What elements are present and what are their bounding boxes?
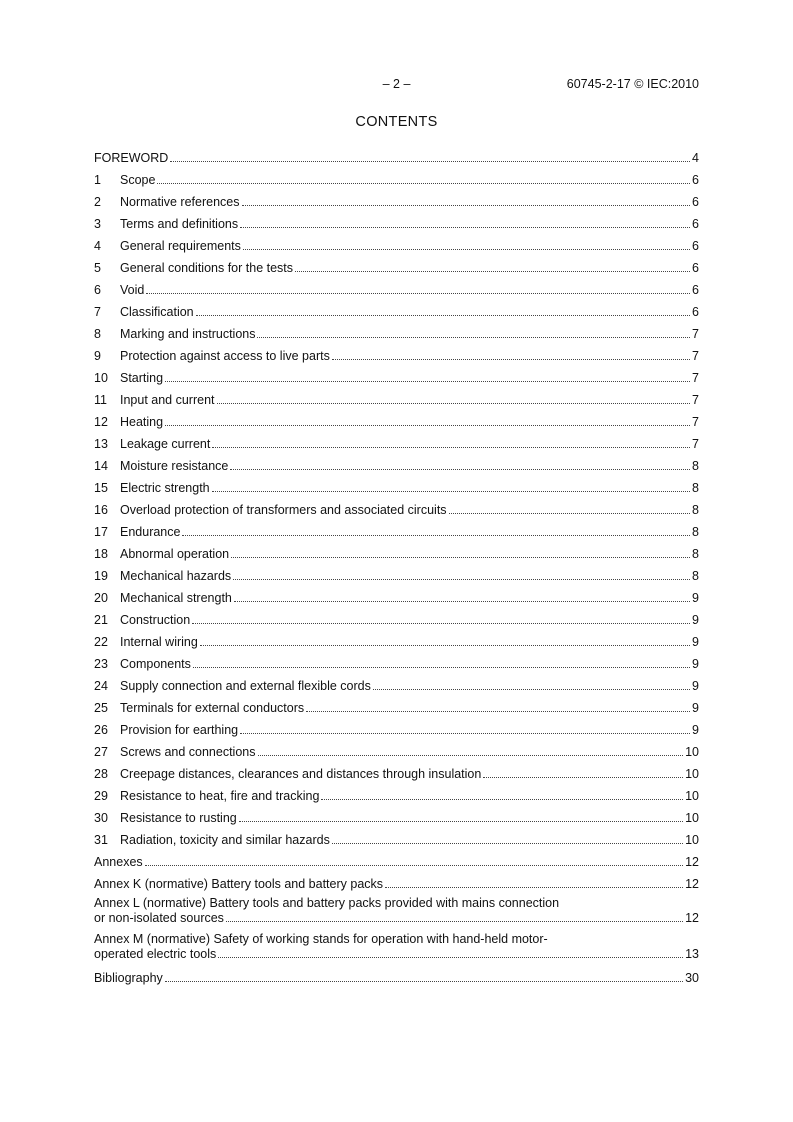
toc-entry[interactable] <box>94 452 699 474</box>
toc-entry[interactable] <box>94 496 699 518</box>
toc-entry-page: 13 <box>685 947 699 961</box>
toc-entry-page: 6 <box>692 283 699 297</box>
toc-entry-label: Supply connection and external flexible cords <box>120 679 371 693</box>
toc-entry[interactable] <box>94 650 699 672</box>
toc-entry-number: 29 <box>94 789 108 803</box>
dot-leader <box>240 733 690 734</box>
toc-entry-page: 12 <box>685 911 699 925</box>
toc-entry[interactable] <box>94 144 699 166</box>
toc-entry-number: 30 <box>94 811 108 825</box>
toc-entry-page: 7 <box>692 415 699 429</box>
dot-leader <box>306 711 690 712</box>
toc-entry-label: Construction <box>120 613 191 627</box>
page-title: CONTENTS <box>355 114 438 130</box>
dot-leader <box>243 249 690 250</box>
page-number: – 2 – <box>382 77 411 91</box>
toc-entry-page: 9 <box>692 635 699 649</box>
toc-entry[interactable] <box>94 518 699 540</box>
toc-entry-label: Creepage distances, clearances and distances through insulation <box>120 767 482 781</box>
dot-leader <box>196 315 690 316</box>
dot-leader <box>230 469 690 470</box>
toc-entry-page: 10 <box>685 811 699 825</box>
toc-entry[interactable] <box>94 562 699 584</box>
toc-entry[interactable] <box>94 254 699 276</box>
toc-entry-label: Annex M (normative) Safety of working stands for operation with hand-held motor- <box>94 932 548 946</box>
toc-entry-label: Mechanical hazards <box>120 569 232 583</box>
toc-entry-number: 22 <box>94 635 108 649</box>
toc-entry-label: Radiation, toxicity and similar hazards <box>120 833 330 847</box>
toc-entry-label: Electric strength <box>120 481 210 495</box>
toc-entry-page: 10 <box>685 745 699 759</box>
toc-entry-label: General requirements <box>120 239 241 253</box>
toc-entry-label: Provision for earthing <box>120 723 239 737</box>
toc-entry-label: Terminals for external conductors <box>120 701 305 715</box>
toc-entry-number: 18 <box>94 547 108 561</box>
toc-entry-number: 8 <box>94 327 101 341</box>
toc-entry[interactable] <box>94 584 699 606</box>
toc-entry-page: 7 <box>692 437 699 451</box>
toc-entry-number: 6 <box>94 283 101 297</box>
dot-leader <box>239 821 683 822</box>
toc-entry-number: 13 <box>94 437 108 451</box>
toc-entry-number: 1 <box>94 173 101 187</box>
toc-entry-number: 14 <box>94 459 108 473</box>
page-header <box>94 77 699 93</box>
toc-entry[interactable] <box>94 320 699 342</box>
toc-entry-label: Scope <box>120 173 156 187</box>
dot-leader <box>218 957 683 958</box>
toc-entry-page: 9 <box>692 723 699 737</box>
toc-entry[interactable] <box>94 760 699 782</box>
toc-entry-page: 10 <box>685 789 699 803</box>
toc-entry-label: Resistance to heat, fire and tracking <box>120 789 320 803</box>
toc-entry[interactable] <box>94 166 699 188</box>
dot-leader <box>332 359 690 360</box>
toc-entry-number: 16 <box>94 503 108 517</box>
toc-entry-number: 7 <box>94 305 101 319</box>
toc-entry-page: 6 <box>692 305 699 319</box>
toc-entry-label: FOREWORD <box>94 151 169 165</box>
toc-entry-label: Annexes <box>94 855 143 869</box>
dot-leader <box>192 623 690 624</box>
toc-entry-label: Annex L (normative) Battery tools and battery packs provided with mains connection <box>94 896 560 910</box>
toc-entry-label: Marking and instructions <box>120 327 256 341</box>
toc-entry-number: 23 <box>94 657 108 671</box>
dot-leader <box>258 755 684 756</box>
dot-leader <box>233 579 690 580</box>
toc-entry[interactable] <box>94 848 699 870</box>
toc-entry-page: 7 <box>692 393 699 407</box>
dot-leader <box>257 337 690 338</box>
toc-entry-page: 7 <box>692 349 699 363</box>
toc-entry-number: 10 <box>94 371 108 385</box>
toc-entry-label: Components <box>120 657 191 671</box>
toc-entry-page: 8 <box>692 459 699 473</box>
dot-leader <box>321 799 683 800</box>
toc-entry-page: 9 <box>692 679 699 693</box>
toc-entry-page: 6 <box>692 239 699 253</box>
toc-entry-page: 10 <box>685 833 699 847</box>
dot-leader <box>212 447 690 448</box>
toc-entry[interactable] <box>94 804 699 826</box>
dot-leader <box>217 403 691 404</box>
dot-leader <box>231 557 690 558</box>
toc-entry[interactable] <box>94 276 699 298</box>
standard-reference: 60745-2-17 © IEC:2010 <box>566 77 699 91</box>
toc-entry-page: 8 <box>692 503 699 517</box>
toc-entry-number: 11 <box>94 393 107 407</box>
toc-entry-number: 17 <box>94 525 108 539</box>
dot-leader <box>165 381 690 382</box>
toc-entry[interactable] <box>94 892 699 926</box>
toc-entry-number: 9 <box>94 349 101 363</box>
toc-entry[interactable] <box>94 210 699 232</box>
toc-entry[interactable] <box>94 342 699 364</box>
toc-entry[interactable] <box>94 232 699 254</box>
toc-entry-page: 4 <box>692 151 699 165</box>
toc-entry-label-continued: or non-isolated sources <box>94 911 224 925</box>
toc-entry[interactable] <box>94 188 699 210</box>
toc-entry[interactable] <box>94 870 699 892</box>
toc-entry[interactable] <box>94 738 699 760</box>
toc-entry-number: 4 <box>94 239 101 253</box>
toc-entry-number: 12 <box>94 415 108 429</box>
toc-entry[interactable] <box>94 964 699 986</box>
dot-leader <box>165 425 690 426</box>
toc-entry-number: 24 <box>94 679 108 693</box>
toc-entry-page: 7 <box>692 327 699 341</box>
toc-entry-number: 15 <box>94 481 108 495</box>
toc-entry-page: 12 <box>685 877 699 891</box>
toc-entry-label: General conditions for the tests <box>120 261 294 275</box>
toc-entry-page: 6 <box>692 217 699 231</box>
toc-entry-label: Starting <box>120 371 164 385</box>
dot-leader <box>234 601 690 602</box>
toc-entry-number: 27 <box>94 745 108 759</box>
toc-entry-label: Void <box>120 283 145 297</box>
toc-entry[interactable] <box>94 826 699 848</box>
table-of-contents <box>94 144 699 986</box>
dot-leader <box>449 513 691 514</box>
toc-entry[interactable] <box>94 672 699 694</box>
toc-entry-label: Classification <box>120 305 194 319</box>
dot-leader <box>157 183 690 184</box>
dot-leader <box>193 667 690 668</box>
dot-leader <box>332 843 683 844</box>
toc-entry-page: 6 <box>692 195 699 209</box>
toc-entry-number: 5 <box>94 261 101 275</box>
dot-leader <box>212 491 690 492</box>
toc-entry[interactable] <box>94 928 699 962</box>
dot-leader <box>242 205 691 206</box>
toc-entry-number: 28 <box>94 767 108 781</box>
dot-leader <box>200 645 690 646</box>
toc-entry-number: 31 <box>94 833 108 847</box>
toc-entry[interactable] <box>94 694 699 716</box>
dot-leader <box>385 887 683 888</box>
toc-entry-page: 6 <box>692 261 699 275</box>
toc-entry[interactable] <box>94 540 699 562</box>
toc-entry-label: Mechanical strength <box>120 591 232 605</box>
toc-entry[interactable] <box>94 430 699 452</box>
toc-entry-label: Input and current <box>120 393 215 407</box>
toc-entry-number: 3 <box>94 217 101 231</box>
toc-entry-page: 8 <box>692 525 699 539</box>
toc-entry-label: Protection against access to live parts <box>120 349 330 363</box>
toc-entry-number: 21 <box>94 613 108 627</box>
toc-entry-page: 8 <box>692 569 699 583</box>
toc-entry-page: 8 <box>692 481 699 495</box>
toc-entry[interactable] <box>94 628 699 650</box>
toc-entry-number: 25 <box>94 701 108 715</box>
toc-entry[interactable] <box>94 474 699 496</box>
dot-leader <box>170 161 690 162</box>
toc-entry-page: 6 <box>692 173 699 187</box>
dot-leader <box>226 921 683 922</box>
toc-entry-label: Resistance to rusting <box>120 811 237 825</box>
toc-entry-label: Screws and connections <box>120 745 256 759</box>
toc-entry-label: Annex K (normative) Battery tools and battery packs <box>94 877 384 891</box>
toc-entry[interactable] <box>94 716 699 738</box>
toc-entry-label: Internal wiring <box>120 635 198 649</box>
toc-entry-label: Abnormal operation <box>120 547 230 561</box>
dot-leader <box>483 777 683 778</box>
toc-entry[interactable] <box>94 298 699 320</box>
toc-entry-label: Terms and definitions <box>120 217 239 231</box>
toc-entry[interactable] <box>94 782 699 804</box>
dot-leader <box>146 293 690 294</box>
toc-entry-label: Bibliography <box>94 971 163 985</box>
toc-entry-label: Overload protection of transformers and associated circuits <box>120 503 447 517</box>
toc-entry-page: 7 <box>692 371 699 385</box>
dot-leader <box>145 865 683 866</box>
dot-leader <box>240 227 690 228</box>
toc-entry-label: Endurance <box>120 525 181 539</box>
toc-entry-number: 26 <box>94 723 108 737</box>
toc-entry-page: 10 <box>685 767 699 781</box>
toc-entry[interactable] <box>94 408 699 430</box>
toc-entry[interactable] <box>94 364 699 386</box>
toc-entry-label: Normative references <box>120 195 240 209</box>
toc-entry[interactable] <box>94 386 699 408</box>
dot-leader <box>165 981 683 982</box>
toc-entry-page: 9 <box>692 591 699 605</box>
toc-entry-page: 9 <box>692 701 699 715</box>
dot-leader <box>295 271 690 272</box>
toc-entry-number: 2 <box>94 195 101 209</box>
toc-entry-label: Leakage current <box>120 437 211 451</box>
toc-entry-page: 12 <box>685 855 699 869</box>
toc-entry-number: 20 <box>94 591 108 605</box>
dot-leader <box>182 535 690 536</box>
toc-entry-page: 30 <box>685 971 699 985</box>
toc-entry-label-continued: operated electric tools <box>94 947 217 961</box>
toc-entry-page: 9 <box>692 613 699 627</box>
toc-entry-label: Heating <box>120 415 164 429</box>
toc-entry-page: 8 <box>692 547 699 561</box>
toc-entry[interactable] <box>94 606 699 628</box>
toc-entry-page: 9 <box>692 657 699 671</box>
dot-leader <box>373 689 690 690</box>
toc-entry-label: Moisture resistance <box>120 459 229 473</box>
toc-entry-number: 19 <box>94 569 108 583</box>
